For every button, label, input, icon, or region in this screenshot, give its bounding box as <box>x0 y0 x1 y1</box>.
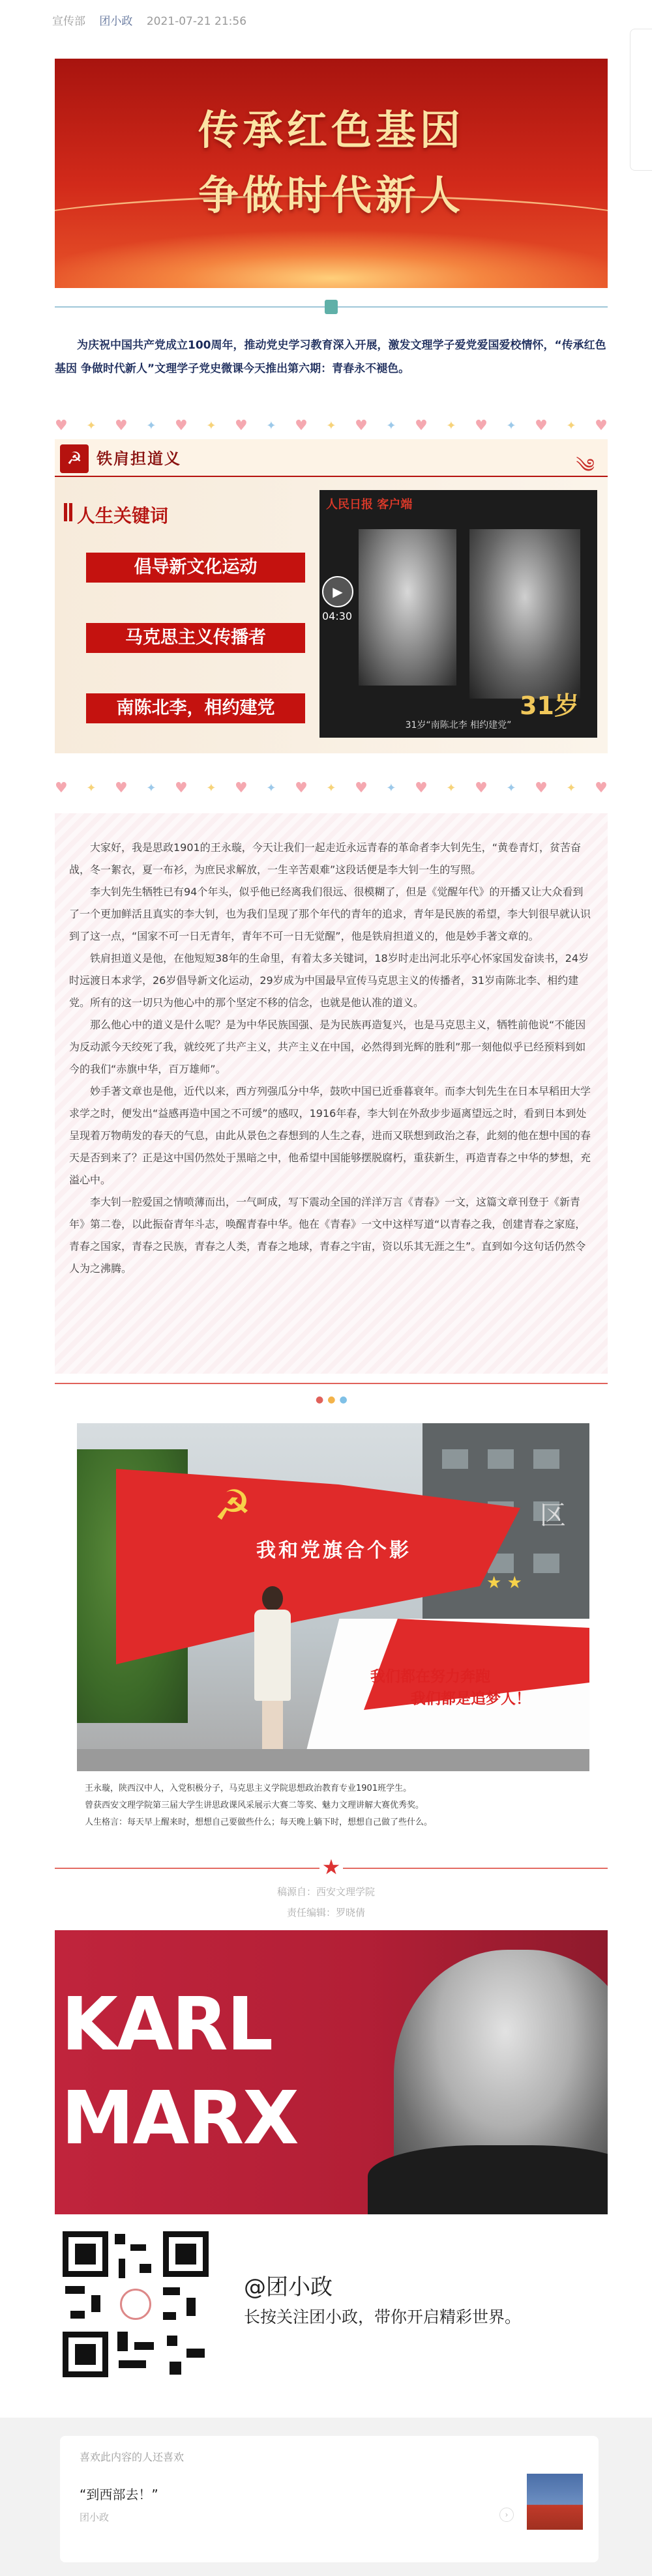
heart-icon: ♥ <box>115 779 128 796</box>
source-credit: 稿源自：西安文理学院 <box>276 1886 375 1898</box>
heart-icon: ♥ <box>595 417 608 434</box>
keyword-tag: 马克思主义传播者 <box>86 623 305 653</box>
keyword-tag: 倡导新文化运动 <box>86 553 305 583</box>
dot-icon: ● <box>316 1395 328 1405</box>
star-icon: ★ <box>319 1855 343 1879</box>
banner-title-line1: 传承红色基因 <box>198 106 464 154</box>
chevron-right-icon[interactable]: › <box>499 2508 514 2522</box>
intro-paragraph: 为庆祝中国共产党成立100周年，推动党史学习教育深入开展，激发文理学子爱党爱国爱校情怀，“传承红色基因 争做时代新人”文理学子党史微课今天推出第六期：青春永不褪色。 <box>55 339 606 375</box>
star-icon: ✦ <box>446 418 456 433</box>
dot-icon: ● <box>339 1395 351 1405</box>
article-paragraph: 妙手著文章也是他，近代以来，西方列强瓜分中华，鼓吹中国已近垂暮衰年。而李大钊先生在日本早稻田大学求学之时，便发出“益感再造中国之不可缓”的感叹，1916年春，李大钊在外敌步步逼离望远之时，看到日本到处呈现着万物萌发的春天的气息，由此从景色之春想到的人生之春，进而又联想到政治之春，此刻的他在想中国的春天是否到来了？正是这中国仍然处于黑暗之中，他希望中国能够摆脱腐朽，重获新生，再造青春之中华的梦想，充溢心中。 <box>69 1085 591 1186</box>
star-icon: ✦ <box>86 781 96 795</box>
star-icon: ✦ <box>326 781 336 795</box>
heart-icon: ♥ <box>235 779 248 796</box>
keywords-panel <box>55 439 608 753</box>
bio-line: 曾获西安文理学院第三届大学生讲思政课风采展示大赛二等奖、魅力文理讲解大赛优秀奖。 <box>85 1801 424 1810</box>
article-paragraph: 铁肩担道义是他，在他短短38年的生命里，有着太多关键词，18岁时走出河北乐亭心怀家国发奋读书，24岁时远渡日本求学，26岁倡导新文化运动，29岁成为中国最早宣传马克思主义的传播者，31岁南陈北李、相约建党。所有的这一切只为他心中的那个坚定不移的信念，也就是他认准的道义。 <box>69 952 589 1009</box>
heart-icon: ♥ <box>415 779 428 796</box>
section-divider <box>55 1383 608 1384</box>
heart-icon: ♥ <box>295 779 308 796</box>
recommend-card[interactable] <box>60 2436 599 2562</box>
cloud-ornament-icon: ༄ <box>576 455 595 478</box>
star-icon: ✦ <box>386 418 396 433</box>
star-icon: ✦ <box>566 418 576 433</box>
building-sign: 区 <box>540 1501 566 1531</box>
heart-icon: ♥ <box>595 779 608 796</box>
student-bio <box>85 1780 593 1831</box>
school-logo-icon <box>120 2289 151 2320</box>
video-subtitle: 31岁“南陈北李 相约建党” <box>405 720 512 731</box>
star-icon: ✦ <box>506 418 516 433</box>
publish-date: 2021-07-21 21:56 <box>146 15 247 28</box>
star-icon: ✦ <box>206 418 216 433</box>
heart-icon: ♥ <box>475 779 488 796</box>
star-divider <box>55 1855 608 1879</box>
star-icon: ✦ <box>386 781 396 795</box>
editor-credit: 责任编辑：罗晓倩 <box>286 1907 365 1918</box>
video-duration: 04:30 <box>322 610 353 622</box>
flag-text: 我和党旗合个影 <box>256 1539 411 1562</box>
video-age-caption: 31岁 <box>520 691 579 720</box>
star-icon: ✦ <box>506 781 516 795</box>
party-emblem-icon: ☭ <box>60 444 89 473</box>
qr-finder <box>163 2231 209 2277</box>
portrait-left <box>359 529 456 686</box>
hearts-divider-top <box>55 416 608 435</box>
heart-icon: ♥ <box>535 417 548 434</box>
heart-icon: ♥ <box>55 417 68 434</box>
marx-coat <box>368 2145 608 2214</box>
qr-finder <box>63 2332 108 2377</box>
star-icon: ✦ <box>566 781 576 795</box>
star-icon: ✦ <box>326 418 336 433</box>
panel-title: 铁肩担道义 <box>96 449 181 468</box>
panel-header <box>55 439 608 477</box>
star-icon: ✦ <box>266 781 276 795</box>
side-edge-panel <box>630 29 652 171</box>
publisher-label: 宣传部 <box>52 15 85 28</box>
account-handle: @团小政 <box>244 2274 333 2300</box>
divider-ornament <box>325 300 338 314</box>
header-banner <box>55 59 608 288</box>
board-text-line2: 我们都是追梦人！ <box>411 1690 531 1707</box>
star-icon: ✦ <box>266 418 276 433</box>
star-icon: ✦ <box>146 418 156 433</box>
article-paragraph: 那么他心中的道义是什么呢？是为中华民族国强、是为民族再造复兴，也是马克思主义，牺牲前他说“不能因为反动派今天绞死了我，就绞死了共产主义，共产主义在中国，必然得到光辉的胜利”那一刻他似乎已经预料到如今的我们“赤旗中华，百万雄师”。 <box>69 1019 586 1075</box>
play-icon[interactable]: ▶ <box>322 576 353 607</box>
heart-icon: ♥ <box>55 779 68 796</box>
title-bar-ornament <box>64 503 67 521</box>
heart-icon: ♥ <box>475 417 488 434</box>
dots-ornament <box>316 1395 351 1405</box>
heart-icon: ♥ <box>295 417 308 434</box>
star-icon: ✦ <box>86 418 96 433</box>
banner-title-line2: 争做时代新人 <box>198 171 464 219</box>
heart-icon: ♥ <box>175 779 188 796</box>
qr-finder <box>63 2231 108 2277</box>
article-meta <box>52 12 257 28</box>
bio-line: 人生格言：每天早上醒来时，想想自己要做些什么；每天晚上躺下时，想想自己做了些什么。 <box>85 1817 433 1827</box>
heart-icon: ♥ <box>415 417 428 434</box>
dot-icon: ● <box>327 1395 340 1405</box>
article-paragraph: 大家好，我是思政1901的王永璇，今天让我们一起走近永远青春的革命者李大钊先生，“黄卷青灯，贫苦奋战，冬一絮衣，夏一布衫，为庶民求解放，一生辛苦艰难”这段话便是李大钊一生的写照。 <box>69 841 582 876</box>
article-body <box>55 813 608 1374</box>
heart-icon: ♥ <box>355 779 368 796</box>
video-player[interactable] <box>319 490 597 738</box>
hearts-divider-bottom <box>55 778 608 798</box>
keyword-tag: 南陈北李，相约建党 <box>86 693 305 723</box>
heart-icon: ♥ <box>115 417 128 434</box>
qr-code[interactable] <box>59 2227 213 2381</box>
student-figure <box>248 1586 297 1762</box>
account-link[interactable]: 团小政 <box>99 15 133 28</box>
student-photo <box>77 1423 589 1771</box>
article-paragraph: 李大钊先生牺牲已有94个年头，似乎他已经离我们很远、很模糊了，但是《觉醒年代》的开播又让大众看到了一个更加鲜活且真实的李大钊，也为我们呈现了那个年代的青年的追求，青年是民族的希望，李大钊很早就认识到了这一点，“国家不可一日无青年，青年不可一日无觉醒”，他是铁肩担道义的，他是妙手著文章的。 <box>69 886 591 942</box>
article-text <box>55 837 608 1280</box>
heart-icon: ♥ <box>235 417 248 434</box>
recommend-thumbnail[interactable] <box>527 2474 583 2530</box>
heart-icon: ♥ <box>175 417 188 434</box>
doves-icon: ★ ★ <box>486 1573 522 1593</box>
star-icon: ✦ <box>446 781 456 795</box>
heart-icon: ♥ <box>355 417 368 434</box>
title-bar-ornament <box>69 503 72 521</box>
heart-icon: ♥ <box>535 779 548 796</box>
bio-line: 王永璇，陕西汉中人，入党积极分子，马克思主义学院思想政治教育专业1901班学生。 <box>85 1784 412 1793</box>
recommend-item-title[interactable]: “到西部去！” <box>80 2487 158 2502</box>
article-paragraph: 李大钊一腔爱国之情喷薄而出，一气呵成，写下震动全国的洋洋万言《青春》一文，这篇文章刊登于《新青年》第二卷，以此振奋青年斗志，唤醒青春中华。他在《青春》一文中这样写道“以青春之我，创建青春之家庭，青春之国家，青春之民族，青春之人类，青春之地球，青春之宇宙，资以乐其无涯之生”。直到如今这句话仍然令人为之沸腾。 <box>69 1196 586 1275</box>
marx-banner <box>55 1930 608 2214</box>
portrait-right <box>469 529 580 699</box>
recommend-item-source: 团小政 <box>80 2511 110 2523</box>
board-text-line1: 我们都在努力奔跑 <box>370 1668 490 1685</box>
video-channel-logo: 人民日报 客户端 <box>326 498 413 512</box>
section-divider <box>55 306 608 308</box>
star-icon: ✦ <box>146 781 156 795</box>
ground <box>77 1749 589 1771</box>
marx-word-marx: MARX <box>61 2076 298 2161</box>
recommend-title: 喜欢此内容的人还喜欢 <box>80 2451 185 2463</box>
marx-word-karl: KARL <box>61 1982 273 2067</box>
hammer-sickle-icon: ☭ <box>214 1482 252 1530</box>
follow-slogan: 长按关注团小政，带你开启精彩世界。 <box>244 2308 522 2326</box>
star-icon: ✦ <box>206 781 216 795</box>
keywords-title: 人生关键词 <box>77 505 169 527</box>
